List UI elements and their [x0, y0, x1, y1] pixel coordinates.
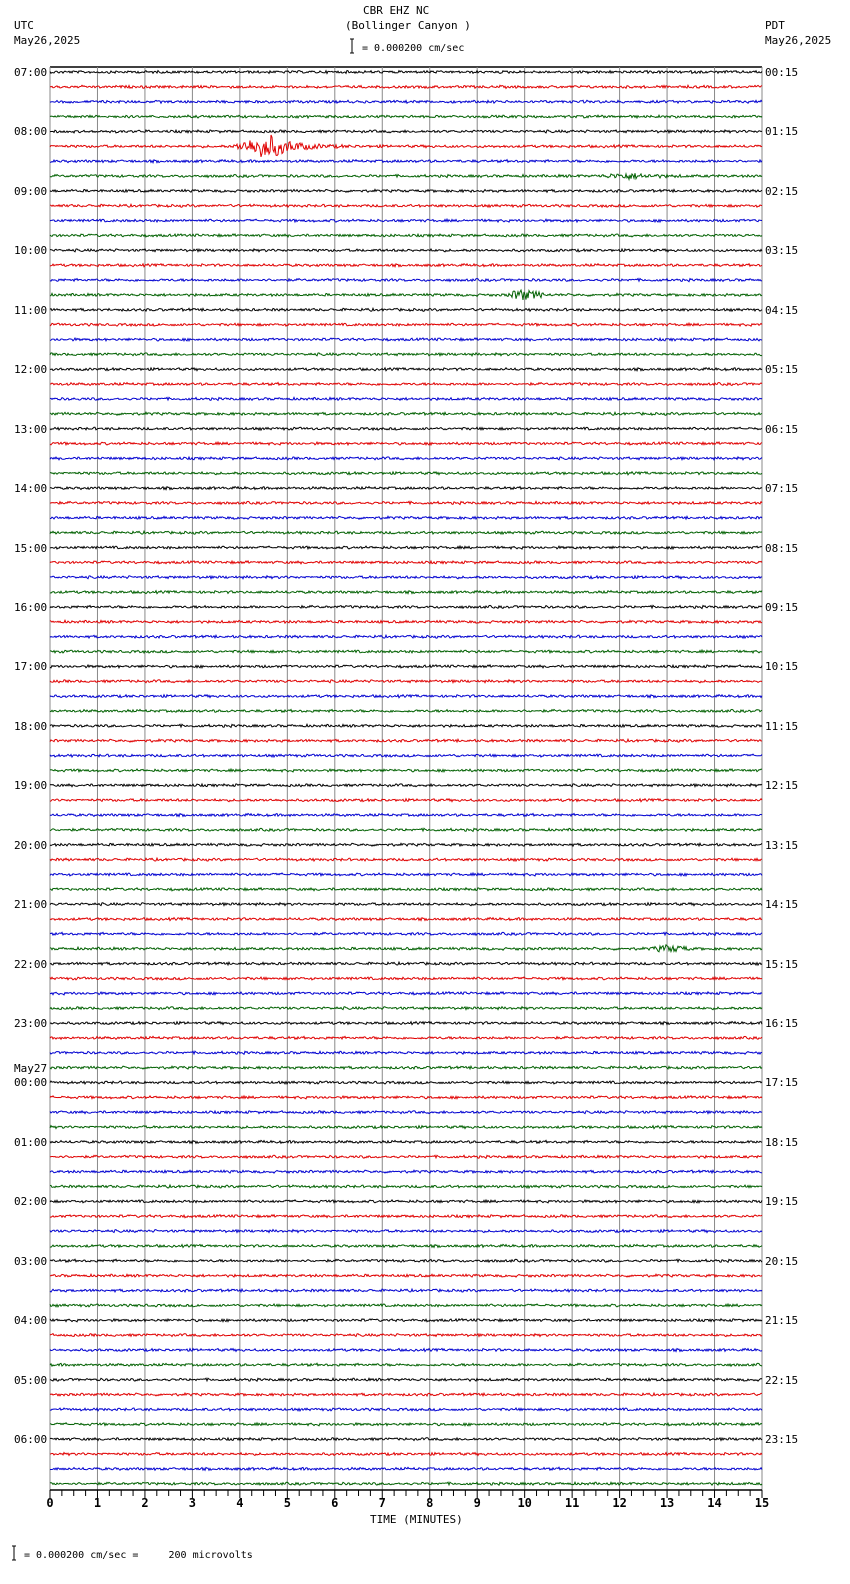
seismic-trace: [50, 1066, 762, 1069]
x-tick-label: 12: [612, 1496, 627, 1510]
date-change-label: May27: [14, 1062, 48, 1076]
utc-hour-label: 07:00: [14, 66, 48, 79]
seismic-trace: [50, 353, 762, 356]
seismic-trace: [50, 1022, 762, 1025]
left-date: May26,2025: [14, 34, 81, 47]
pdt-time-label: 12:15: [765, 779, 799, 793]
seismic-trace: [50, 1244, 762, 1247]
seismic-trace: [50, 754, 762, 757]
seismic-trace: [50, 561, 762, 564]
station-location: (Bollinger Canyon ): [345, 19, 471, 32]
utc-hour-label: 08:00: [14, 125, 48, 139]
seismic-trace: [50, 1349, 762, 1352]
seismic-trace: [50, 1126, 762, 1129]
seismic-trace: [50, 338, 762, 341]
seismic-trace: [50, 442, 762, 445]
seismic-trace: [50, 1096, 762, 1099]
x-tick-label: 1: [93, 1496, 102, 1510]
seismic-trace: [50, 71, 762, 74]
seismic-trace: [50, 843, 762, 846]
utc-hour-label: 11:00: [14, 303, 48, 317]
seismic-trace: [50, 204, 762, 207]
x-tick-label: 6: [331, 1496, 339, 1510]
seismic-trace: [50, 279, 762, 282]
utc-hour-label: 05:00: [14, 1373, 48, 1387]
x-tick-label: 0: [46, 1496, 54, 1510]
seismic-trace: [50, 576, 762, 579]
footer-scale-label: = 0.000200 cm/sec = 200 microvolts: [24, 1550, 253, 1561]
pdt-time-label: 19:15: [765, 1195, 799, 1209]
seismic-trace: [50, 1200, 762, 1203]
seismic-trace: [50, 1482, 762, 1485]
seismic-trace: [50, 1378, 762, 1381]
utc-hour-label: 16:00: [14, 600, 48, 614]
seismic-trace: [50, 1274, 762, 1277]
pdt-time-label: 11:15: [765, 719, 799, 733]
pdt-time-label: 08:15: [765, 541, 799, 555]
pdt-time-label: 04:15: [765, 303, 799, 317]
pdt-time-label: 20:15: [765, 1254, 799, 1268]
x-tick-label: 9: [473, 1496, 481, 1510]
seismic-trace: [50, 487, 762, 490]
seismic-trace: [50, 160, 762, 163]
x-tick-label: 4: [236, 1496, 244, 1510]
seismic-trace: [50, 784, 762, 787]
seismic-trace: [50, 1007, 762, 1010]
x-tick-label: 15: [754, 1496, 770, 1510]
utc-hour-label: 04:00: [14, 1314, 48, 1328]
utc-hour-label: 13:00: [14, 422, 48, 436]
seismic-trace: [50, 1081, 762, 1084]
seismic-trace: [50, 918, 762, 921]
pdt-time-label: 09:15: [765, 600, 799, 614]
seismic-trace: [50, 1215, 762, 1218]
seismic-trace: [50, 1230, 762, 1233]
seismic-trace: [50, 739, 762, 742]
x-tick-label: 14: [707, 1496, 722, 1510]
seismic-trace: [50, 234, 762, 237]
seismic-trace: [50, 1393, 762, 1396]
seismic-trace: [50, 992, 762, 995]
right-timezone: PDT: [765, 19, 785, 32]
pdt-time-label: 21:15: [765, 1314, 799, 1328]
seismic-trace: [50, 724, 762, 727]
utc-hour-label: 18:00: [14, 719, 48, 733]
seismic-trace: [50, 1453, 762, 1456]
utc-hour-label: 23:00: [14, 1017, 48, 1031]
utc-hour-label: 21:00: [14, 898, 48, 912]
utc-hour-label: 00:00: [14, 1076, 48, 1090]
seismic-trace: [50, 1140, 762, 1143]
pdt-time-label: 15:15: [765, 957, 799, 971]
seismic-trace: [50, 814, 762, 817]
pdt-time-label: 22:15: [765, 1373, 799, 1387]
seismic-trace: [50, 1289, 762, 1292]
seismic-trace: [50, 457, 762, 460]
x-tick-label: 13: [659, 1496, 675, 1510]
seismic-trace: [50, 1259, 762, 1262]
seismic-trace: [50, 249, 762, 252]
seismic-trace: [50, 115, 762, 118]
seismic-trace: [50, 130, 762, 133]
seismic-trace: [50, 135, 762, 157]
x-tick-label: 11: [564, 1496, 580, 1510]
seismic-trace: [50, 605, 762, 608]
pdt-time-label: 06:15: [765, 422, 799, 436]
seismic-trace: [50, 531, 762, 534]
seismic-trace: [50, 1155, 762, 1158]
seismic-trace: [50, 977, 762, 980]
utc-hour-label: 01:00: [14, 1135, 48, 1149]
x-tick-label: 5: [283, 1496, 291, 1510]
pdt-time-label: 07:15: [765, 482, 799, 496]
seismic-trace: [50, 1051, 762, 1054]
utc-hour-label: 02:00: [14, 1195, 48, 1209]
seismic-trace: [50, 620, 762, 623]
x-tick-label: 8: [426, 1496, 434, 1510]
seismic-trace: [50, 932, 762, 935]
seismic-trace: [50, 650, 762, 653]
utc-hour-label: 12:00: [14, 363, 48, 377]
pdt-time-label: 03:15: [765, 244, 799, 258]
x-tick-label: 10: [517, 1496, 532, 1510]
seismic-trace: [50, 1304, 762, 1307]
utc-hour-label: 09:00: [14, 184, 48, 198]
seismic-trace: [50, 1185, 762, 1188]
seismic-trace: [50, 397, 762, 400]
seismic-trace: [50, 323, 762, 326]
seismic-trace: [50, 516, 762, 519]
pdt-time-label: 10:15: [765, 660, 799, 674]
seismic-trace: [50, 1170, 762, 1173]
seismic-trace: [50, 828, 762, 831]
seismic-trace: [50, 1467, 762, 1470]
utc-hour-label: 10:00: [14, 244, 48, 258]
pdt-time-label: 14:15: [765, 898, 799, 912]
pdt-time-label: 05:15: [765, 363, 799, 377]
pdt-time-label: 17:15: [765, 1076, 799, 1090]
seismic-trace: [50, 219, 762, 222]
pdt-time-label: 23:15: [765, 1433, 799, 1447]
utc-hour-label: 15:00: [14, 541, 48, 555]
x-tick-label: 3: [188, 1496, 197, 1510]
seismic-trace: [50, 100, 762, 103]
seismic-trace: [50, 1319, 762, 1322]
seismic-trace: [50, 858, 762, 861]
utc-hour-label: 06:00: [14, 1433, 48, 1447]
seismic-trace: [50, 264, 762, 267]
seismic-trace: [50, 945, 762, 952]
seismic-trace: [50, 290, 762, 300]
seismic-trace: [50, 308, 762, 311]
x-tick-label: 7: [378, 1496, 386, 1510]
seismic-trace: [50, 1111, 762, 1114]
utc-hour-label: 03:00: [14, 1254, 48, 1268]
seismic-trace: [50, 799, 762, 802]
pdt-time-label: 02:15: [765, 184, 799, 198]
seismic-trace: [50, 635, 762, 638]
pdt-time-label: 16:15: [765, 1017, 799, 1031]
seismic-trace: [50, 1363, 762, 1366]
pdt-time-label: 01:15: [765, 125, 799, 139]
utc-hour-label: 20:00: [14, 838, 48, 852]
pdt-time-label: 13:15: [765, 838, 799, 852]
scale-label: = 0.000200 cm/sec: [362, 43, 465, 54]
seismic-trace: [50, 1036, 762, 1039]
seismic-trace: [50, 1423, 762, 1426]
seismic-trace: [50, 962, 762, 965]
seismic-trace: [50, 427, 762, 430]
seismic-trace: [50, 888, 762, 891]
pdt-time-label: 00:15: [765, 66, 799, 79]
seismic-trace: [50, 368, 762, 371]
seismic-trace: [50, 591, 762, 594]
utc-hour-label: 19:00: [14, 779, 48, 793]
seismic-trace: [50, 412, 762, 415]
seismic-trace: [50, 173, 762, 179]
seismic-trace: [50, 695, 762, 698]
seismic-trace: [50, 501, 762, 504]
utc-hour-label: 17:00: [14, 660, 48, 674]
seismic-trace: [50, 709, 762, 712]
seismic-trace: [50, 769, 762, 772]
station-title: CBR EHZ NC: [363, 4, 430, 17]
pdt-time-label: 18:15: [765, 1135, 799, 1149]
seismic-trace: [50, 873, 762, 876]
footer-scale-bar-icon: [12, 1546, 16, 1560]
utc-hour-label: 22:00: [14, 957, 48, 971]
x-tick-label: 2: [141, 1496, 149, 1510]
seismic-trace: [50, 1334, 762, 1337]
seismic-trace: [50, 665, 762, 668]
utc-hour-label: 14:00: [14, 482, 48, 496]
seismic-trace: [50, 903, 762, 906]
seismic-trace: [50, 85, 762, 88]
x-axis-title: TIME (MINUTES): [370, 1513, 463, 1526]
seismic-trace: [50, 1438, 762, 1441]
seismic-trace: [50, 472, 762, 475]
seismic-trace: [50, 1408, 762, 1411]
seismic-trace: [50, 189, 762, 192]
seismic-trace: [50, 383, 762, 386]
scale-bar-icon: [350, 39, 354, 53]
seismic-trace: [50, 546, 762, 549]
left-timezone: UTC: [14, 19, 34, 32]
right-date: May26,2025: [765, 34, 832, 47]
seismic-trace: [50, 680, 762, 683]
